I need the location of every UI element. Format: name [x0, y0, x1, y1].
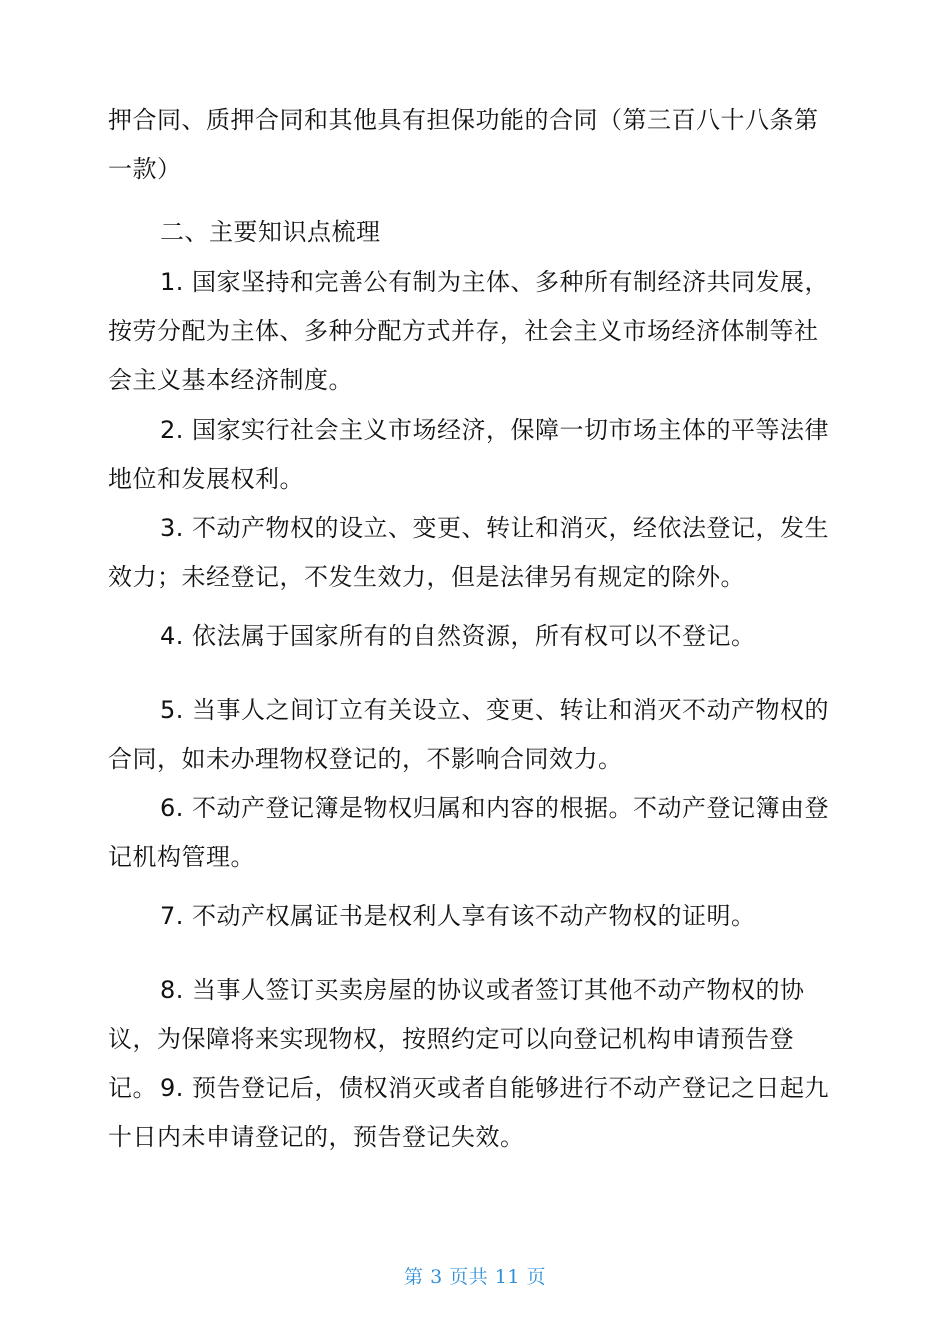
page-number-footer: 第 3 页共 11 页 [404, 1266, 546, 1288]
list-item-8: 8. 当事人签订买卖房屋的协议或者签订其他不动产物权的协议，为保障将来实现物权，按照约定可以向登记机构申请预告登记。 [108, 976, 805, 1102]
list-item-6: 6. 不动产登记簿是物权归属和内容的根据。不动产登记簿由登记机构管理。 [108, 794, 830, 871]
list-item-3: 3. 不动产物权的设立、变更、转让和消灭，经依法登记，发生效力；未经登记，不发生效力，但是法律另有规定的除外。 [108, 514, 830, 591]
list-item-4: 4. 依法属于国家所有的自然资源，所有权可以不登记。 [160, 622, 756, 650]
section-heading: 二、主要知识点梳理 [160, 218, 381, 246]
continuation-paragraph: 押合同、质押合同和其他具有担保功能的合同（第三百八十八条第一款） [108, 106, 819, 183]
list-item-5: 5. 当事人之间订立有关设立、变更、转让和消灭不动产物权的合同，如未办理物权登记的，不影响合同效力。 [108, 696, 830, 773]
list-item-9: 9. 预告登记后，债权消灭或者自能够进行不动产登记之日起九十日内未申请登记的，预告登记失效。 [108, 1074, 830, 1151]
list-item-7: 7. 不动产权属证书是权利人享有该不动产物权的证明。 [160, 902, 756, 930]
list-item-1: 1. 国家坚持和完善公有制为主体、多种所有制经济共同发展，按劳分配为主体、多种分配方式并存，社会主义市场经济体制等社会主义基本经济制度。 [108, 268, 830, 394]
list-item-2: 2. 国家实行社会主义市场经济，保障一切市场主体的平等法律地位和发展权利。 [108, 416, 830, 493]
